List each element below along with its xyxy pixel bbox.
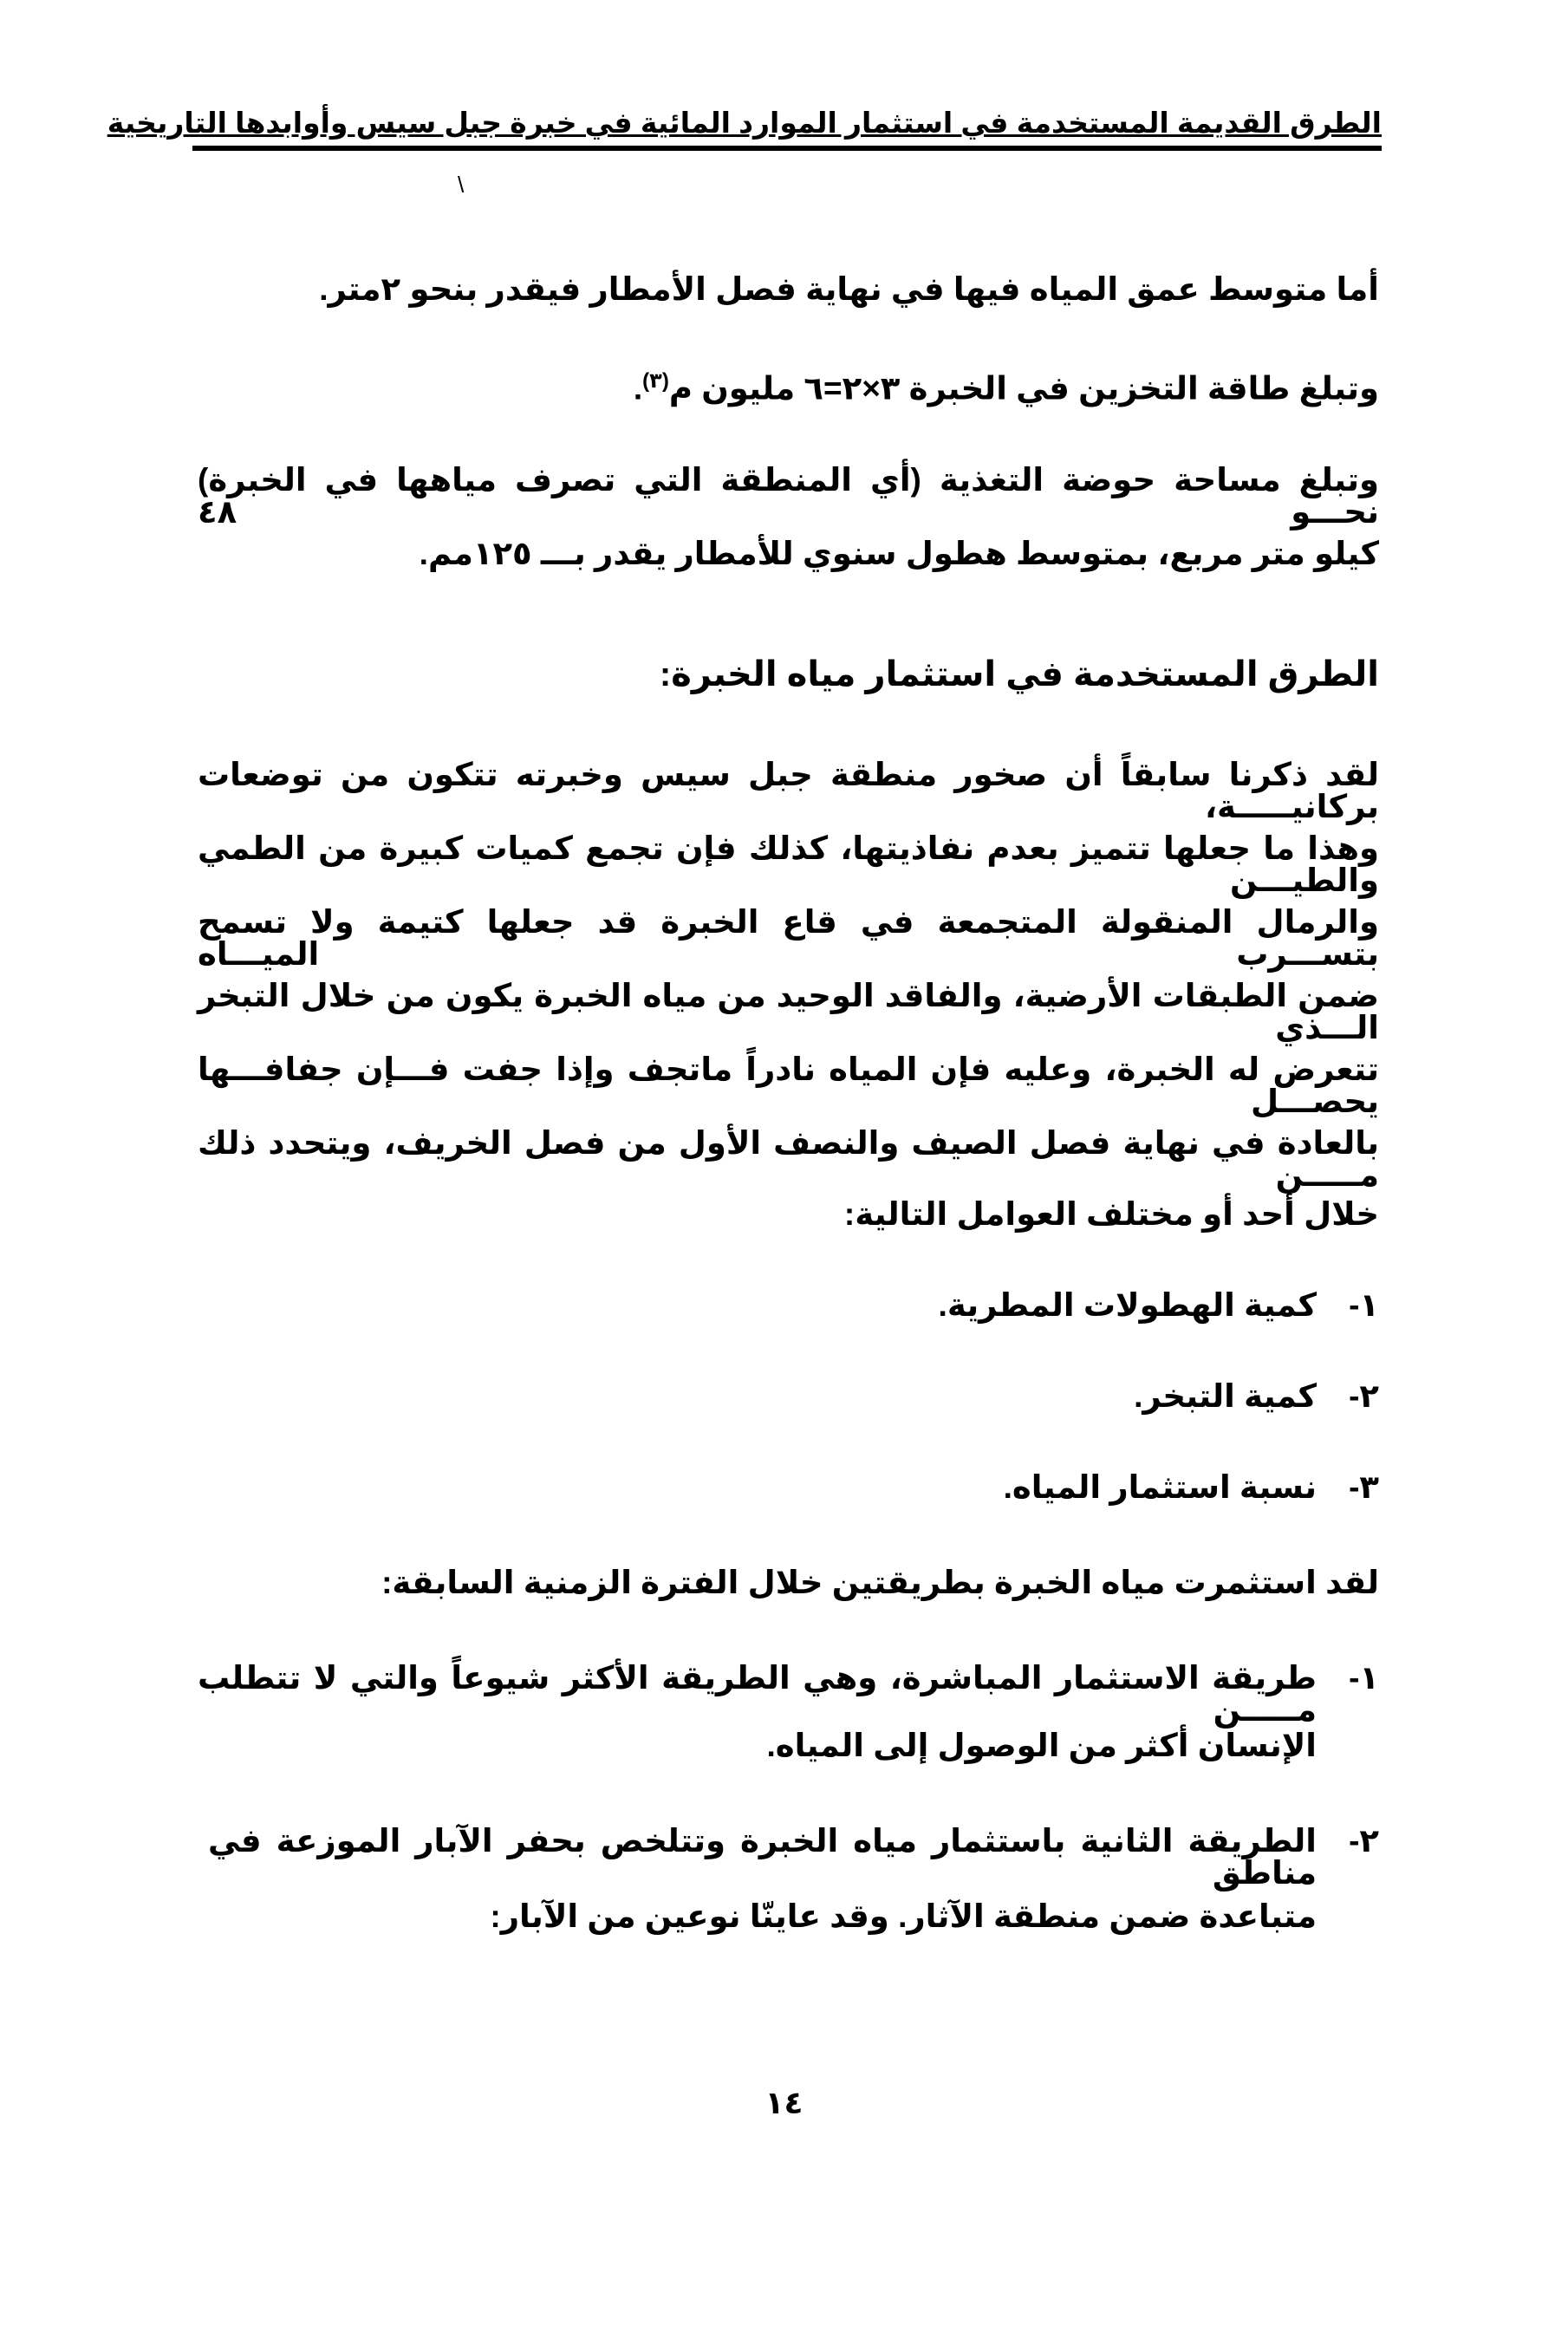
factor-item: كمية الهطولات المطرية.: [938, 1287, 1317, 1323]
factor-number: ٣-: [1349, 1469, 1379, 1505]
body-line: وهذا ما جعلها تتميز بعدم نفاذيتها، كذلك فإن تجمع كميات كبيرة من الطمي والطيـــن: [198, 830, 1379, 898]
factor-number: ٢-: [1349, 1378, 1379, 1414]
body-line: بالعادة في نهاية فصل الصيف والنصف الأول من فصل الخريف، ويتحدد ذلك مـــــن: [198, 1125, 1379, 1193]
body-line: ضمن الطبقات الأرضية، والفاقد الوحيد من مياه الخبرة يكون من خلال التبخر الـــذي: [198, 978, 1379, 1045]
paragraph-basin-line1: وتبلغ مساحة حوضة التغذية (أي المنطقة التي تصرف مياهها في الخبرة) نحـــو ٤٨: [198, 462, 1379, 530]
factor-number: ١-: [1349, 1287, 1379, 1323]
method-line: متباعدة ضمن منطقة الآثار. وقد عاينّا نوعين من الآبار:: [490, 1898, 1317, 1934]
body-line: لقد ذكرنا سابقاً أن صخور منطقة جبل سيس وخبرته تتكون من توضعات بركانيـــــة،: [198, 757, 1379, 824]
body-line: خلال أحد أو مختلف العوامل التالية:: [843, 1196, 1379, 1232]
paragraph-storage: [633, 369, 1379, 407]
method-number: ٢-: [1349, 1823, 1379, 1859]
methods-intro: لقد استثمرت مياه الخبرة بطريقتين خلال الفترة الزمنية السابقة:: [381, 1565, 1379, 1600]
factor-item: نسبة استثمار المياه.: [1003, 1469, 1317, 1505]
storage-text: وتبلغ طاقة التخزين في الخبرة ٣×٢=٦ مليون م: [668, 370, 1379, 407]
section-heading: الطرق المستخدمة في استثمار مياه الخبرة:: [659, 655, 1379, 693]
storage-end: .: [633, 370, 643, 407]
method-number: ١-: [1349, 1660, 1379, 1696]
footnote-ref: (٣): [642, 369, 669, 393]
body-line: تتعرض له الخبرة، وعليه فإن المياه نادراً ماتجف وإذا جفت فـــإن جفافـــها يحصـــل: [198, 1052, 1379, 1119]
header-rule: [192, 146, 1382, 151]
factor-item: كمية التبخر.: [1134, 1378, 1317, 1414]
paragraph-depth: أما متوسط عمق المياه فيها في نهاية فصل الأمطار فيقدر بنحو ٢متر.: [319, 271, 1379, 307]
page-number: ١٤: [764, 2085, 804, 2120]
method-line: طريقة الاستثمار المباشرة، وهي الطريقة الأكثر شيوعاً والتي لا تتطلب مـــــن: [198, 1660, 1317, 1728]
scan-mark: \: [458, 172, 465, 198]
method-line: الإنسان أكثر من الوصول إلى المياه.: [766, 1728, 1317, 1763]
running-header: الطرق القديمة المستخدمة في استثمار الموارد المائية في خبرة جبل سيس وأوابدها التاريخية: [107, 107, 1382, 139]
paragraph-basin-line2: كيلو متر مربع، بمتوسط هطول سنوي للأمطار يقدر بـــ ١٢٥مم.: [419, 536, 1379, 571]
body-line: والرمال المنقولة المتجمعة في قاع الخبرة قد جعلها كتيمة ولا تسمح بتســـرب الميـــاه: [198, 904, 1379, 972]
method-line: الطريقة الثانية باستثمار مياه الخبرة وتتلخص بحفر الآبار الموزعة في مناطق: [208, 1823, 1317, 1891]
